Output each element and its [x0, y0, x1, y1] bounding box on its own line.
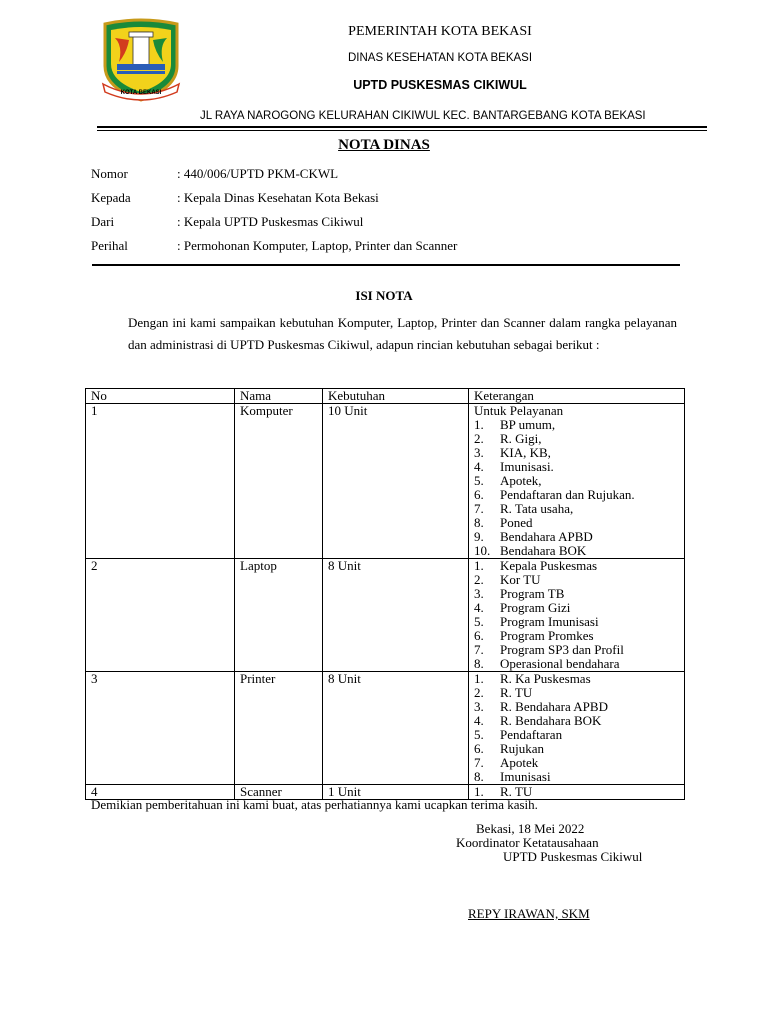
cell-nama: Printer: [235, 672, 323, 785]
list-item: [474, 516, 679, 530]
meta-label-kepada: Kepada: [91, 190, 131, 205]
cell-no: 2: [86, 559, 235, 672]
list-item-number: 6.: [474, 487, 484, 502]
table-row: [86, 559, 685, 672]
col-header-keterangan: Keterangan: [469, 389, 685, 404]
list-item-text: Imunisasi.: [500, 459, 554, 474]
list-item: [474, 446, 679, 460]
list-item: [474, 573, 679, 587]
list-item-number: 6.: [474, 628, 484, 643]
table-row: [86, 672, 685, 785]
list-item-number: 7.: [474, 755, 484, 770]
list-item: [474, 742, 679, 756]
list-item-number: 5.: [474, 614, 484, 629]
meta-label-dari: Dari: [91, 214, 115, 229]
meta-rule: [92, 264, 680, 266]
list-item-number: 3.: [474, 445, 484, 460]
list-item-text: Kepala Puskesmas: [500, 558, 598, 573]
header-rule-thin: [97, 130, 707, 131]
list-item-number: 5.: [474, 473, 484, 488]
table-body: [86, 404, 685, 800]
meta-label-nomor: Nomor: [91, 166, 128, 181]
list-item-number: 9.: [474, 529, 484, 544]
list-item: [474, 559, 679, 573]
list-item-text: Pendaftaran: [500, 727, 563, 742]
meta-value-kepada: : Kepala Dinas Kesehatan Kota Bekasi: [177, 190, 379, 205]
list-item-text: Imunisasi: [500, 769, 551, 784]
list-item-number: 2.: [474, 431, 484, 446]
meta-value-dari: : Kepala UPTD Puskesmas Cikiwul: [177, 214, 364, 229]
meta-value-perihal: : Permohonan Komputer, Laptop, Printer dan Scanner: [177, 238, 458, 253]
list-item-text: Kor TU: [500, 572, 541, 587]
list-item-text: Program Imunisasi: [500, 614, 599, 629]
list-item-text: Rujukan: [500, 741, 545, 756]
cell-kebutuhan: 10 Unit: [323, 404, 469, 559]
list-item: [474, 770, 679, 784]
list-item-text: Poned: [500, 515, 533, 530]
list-item-number: 3.: [474, 586, 484, 601]
signature-name: REPY IRAWAN, SKM: [468, 906, 590, 921]
list-item: [474, 418, 679, 432]
list-item-number: 8.: [474, 515, 484, 530]
signature-org: UPTD Puskesmas Cikiwul: [503, 849, 643, 864]
list-item-text: R. Gigi,: [500, 431, 542, 446]
kota-bekasi-logo: [97, 18, 185, 102]
cell-nama: Scanner: [235, 785, 323, 800]
list-item: [474, 432, 679, 446]
list-item-number: 1.: [474, 417, 484, 432]
list-item-number: 1.: [474, 784, 484, 799]
list-item: [474, 728, 679, 742]
cell-keterangan: [469, 404, 685, 559]
svg-text:KOTA BEKASI: KOTA BEKASI: [120, 90, 162, 96]
signature-date: Bekasi, 18 Mei 2022: [476, 821, 585, 836]
list-item-text: R. Ka Puskesmas: [500, 671, 591, 686]
list-item-number: 6.: [474, 741, 484, 756]
list-item-number: 1.: [474, 671, 484, 686]
list-item-text: R. TU: [500, 685, 533, 700]
list-item: [474, 460, 679, 474]
list-item: [474, 714, 679, 728]
document-title: NOTA DINAS: [338, 137, 430, 153]
cell-keterangan: [469, 559, 685, 672]
col-header-no: No: [86, 389, 235, 404]
cell-no: 3: [86, 672, 235, 785]
header-government: PEMERINTAH KOTA BEKASI: [348, 24, 532, 39]
list-item: [474, 643, 679, 657]
cell-no: 4: [86, 785, 235, 800]
col-header-nama: Nama: [235, 389, 323, 404]
list-item-text: Pendaftaran dan Rujukan.: [500, 487, 635, 502]
list-item-text: R. Bendahara APBD: [500, 699, 608, 714]
col-header-kebutuhan: Kebutuhan: [323, 389, 469, 404]
list-item: [474, 474, 679, 488]
list-item: [474, 544, 679, 558]
list-item-text: Program Promkes: [500, 628, 594, 643]
list-item-number: 4.: [474, 459, 484, 474]
list-item-number: 7.: [474, 501, 484, 516]
list-item: [474, 672, 679, 686]
signature-role: Koordinator Ketatausahaan: [456, 835, 599, 850]
header-address: JL RAYA NAROGONG KELURAHAN CIKIWUL KEC. BANTARGEBANG KOTA BEKASI: [200, 110, 646, 122]
list-item-text: BP umum,: [500, 417, 556, 432]
list-item: [474, 700, 679, 714]
list-item-text: KIA, KB,: [500, 445, 551, 460]
keterangan-list: [474, 418, 679, 558]
cell-kebutuhan: 8 Unit: [323, 559, 469, 672]
list-item: [474, 530, 679, 544]
closing-statement: Demikian pemberitahuan ini kami buat, atas perhatiannya kami ucapkan terima kasih.: [91, 797, 538, 812]
list-item-number: 7.: [474, 642, 484, 657]
list-item: [474, 629, 679, 643]
list-item-text: Bendahara APBD: [500, 529, 593, 544]
list-item-number: 8.: [474, 656, 484, 671]
list-item-text: R. TU: [500, 784, 533, 799]
cell-keterangan: [469, 672, 685, 785]
meta-label-perihal: Perihal: [91, 238, 128, 253]
list-item-text: Program Gizi: [500, 600, 571, 615]
cell-nama: Laptop: [235, 559, 323, 672]
cell-nama: Komputer: [235, 404, 323, 559]
keterangan-list: [474, 559, 679, 671]
list-item-text: R. Tata usaha,: [500, 501, 574, 516]
list-item: [474, 657, 679, 671]
list-item-number: 2.: [474, 572, 484, 587]
header-department: DINAS KESEHATAN KOTA BEKASI: [347, 52, 533, 64]
list-item: [474, 686, 679, 700]
list-item-number: 1.: [474, 558, 484, 573]
list-item: [474, 756, 679, 770]
header-rule: [97, 126, 707, 128]
list-item-number: 4.: [474, 713, 484, 728]
intro-paragraph: Dengan ini kami sampaikan kebutuhan Komputer, Laptop, Printer dan Scanner dalam rangka pelayanan dan administrasi di UPTD Puskesmas Cikiwul, adapun rincian kebutuhan sebagai berikut :: [128, 315, 677, 352]
cell-no: 1: [86, 404, 235, 559]
list-item: [474, 615, 679, 629]
list-item: [474, 601, 679, 615]
table-row: [86, 404, 685, 559]
cell-kebutuhan: 1 Unit: [323, 785, 469, 800]
keterangan-intro: Untuk Pelayanan: [474, 403, 564, 418]
list-item-number: 3.: [474, 699, 484, 714]
list-item-text: Program SP3 dan Profil: [500, 642, 624, 657]
table-header-row: [86, 389, 685, 404]
list-item-text: Operasional bendahara: [500, 656, 620, 671]
section-title: ISI NOTA: [355, 288, 413, 303]
header-unit: UPTD PUSKESMAS CIKIWUL: [353, 78, 527, 92]
list-item-number: 10.: [474, 543, 491, 558]
list-item-text: R. Bendahara BOK: [500, 713, 602, 728]
list-item-number: 5.: [474, 727, 484, 742]
list-item: [474, 488, 679, 502]
meta-value-nomor: : 440/006/UPTD PKM-CKWL: [177, 166, 339, 181]
cell-kebutuhan: 8 Unit: [323, 672, 469, 785]
list-item-number: 8.: [474, 769, 484, 784]
list-item-text: Bendahara BOK: [500, 543, 587, 558]
needs-table: [85, 388, 685, 800]
list-item-number: 4.: [474, 600, 484, 615]
list-item: [474, 587, 679, 601]
list-item-text: Apotek,: [500, 473, 542, 488]
keterangan-list: [474, 672, 679, 784]
list-item-number: 2.: [474, 685, 484, 700]
list-item: [474, 502, 679, 516]
list-item-text: Apotek: [500, 755, 539, 770]
list-item-text: Program TB: [500, 586, 565, 601]
